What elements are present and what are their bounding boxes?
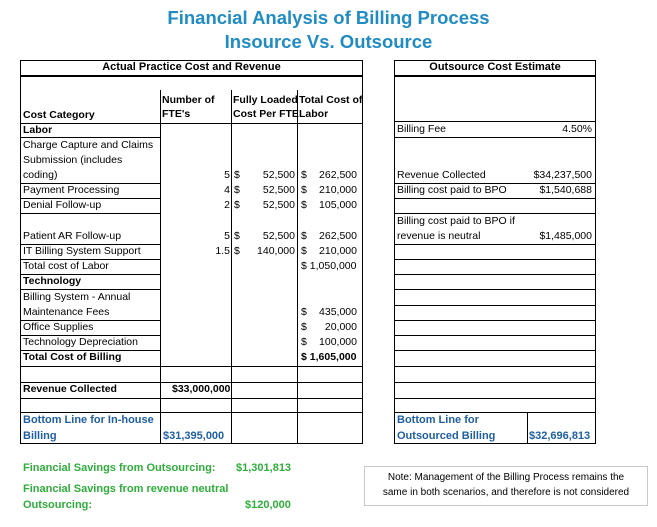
office-supplies-total: 20,000: [324, 321, 357, 333]
inhouse-bottom-line-label: Bottom Line for In-house: [23, 414, 154, 426]
outsource-revenue-label: Revenue Collected: [397, 169, 486, 181]
outsourced-bottom-line-value: $32,696,813: [529, 430, 591, 442]
labor-heading: Labor: [23, 124, 53, 136]
dollar-sign: $: [301, 245, 307, 257]
patient-ar-label: Patient AR Follow-up: [23, 230, 122, 242]
dollar-sign: $: [301, 321, 307, 333]
note-box: [364, 466, 648, 506]
outsource-revenue-value: $34,237,500: [533, 169, 592, 181]
denial-followup-ftes: 2: [224, 199, 230, 211]
col-total-header: Total Cost of: [299, 94, 363, 106]
inhouse-bottom-line-value: $31,395,000: [163, 430, 225, 442]
denial-followup-total: 105,000: [319, 199, 357, 211]
savings-neutral-label: Financial Savings from revenue neutral: [23, 483, 229, 495]
payment-processing-label: Payment Processing: [23, 184, 120, 196]
insource-header: Actual Practice Cost and Revenue: [102, 61, 281, 73]
revenue-collected-label: Revenue Collected: [23, 383, 117, 395]
savings-neutral-value: $120,000: [245, 499, 291, 511]
col-cost-category-header: Cost Category: [23, 109, 95, 121]
technology-heading: Technology: [23, 275, 82, 287]
note-line-1: Note: Management of the Billing Process remains the: [387, 472, 625, 483]
bpo-neutral-value: $1,485,000: [539, 230, 592, 242]
col-total-header-2: Labor: [299, 108, 329, 120]
total-labor-label: Total cost of Labor: [23, 260, 109, 272]
dollar-sign: $: [301, 230, 307, 242]
denial-followup-label: Denial Follow-up: [23, 199, 102, 211]
bpo-neutral-label: Billing cost paid to BPO if: [397, 215, 515, 227]
payment-processing-total: 210,000: [319, 184, 357, 196]
billing-fee-label: Billing Fee: [397, 123, 447, 135]
it-billing-label: IT Billing System Support: [23, 245, 141, 257]
col-loaded-header-2: Cost Per FTE: [233, 108, 299, 120]
tech-depreciation-total: 100,000: [319, 336, 357, 348]
denial-followup-cost: 52,500: [262, 199, 295, 211]
billing-system-total: 435,000: [319, 306, 357, 318]
outsource-header: Outsource Cost Estimate: [429, 61, 561, 73]
charge-capture-label-3: coding): [23, 169, 58, 181]
dollar-sign: $: [234, 169, 240, 181]
patient-ar-total: 262,500: [319, 230, 357, 242]
outsourced-bottom-line-label-2: Outsourced Billing: [397, 430, 496, 442]
outsourced-bottom-line-label: Bottom Line for: [397, 414, 479, 426]
bpo-cost-value: $1,540,688: [539, 184, 592, 196]
it-billing-ftes: 1.5: [215, 245, 230, 257]
patient-ar-cost: 52,500: [262, 230, 295, 242]
dollar-sign: $: [234, 184, 240, 196]
dollar-sign: $: [301, 169, 307, 181]
note-line-2: same in both scenarios, and therefore is not considered: [382, 487, 630, 498]
savings-outsourcing-label: Financial Savings from Outsourcing:: [23, 462, 216, 474]
billing-fee-value: 4.50%: [562, 123, 592, 135]
it-billing-cost: 140,000: [257, 245, 295, 257]
charge-capture-cost: 52,500: [262, 169, 295, 181]
payment-processing-cost: 52,500: [262, 184, 295, 196]
page-subtitle: Insource Vs. Outsource: [224, 31, 433, 52]
dollar-sign: $: [234, 245, 240, 257]
col-fte-header-2: FTE's: [162, 108, 191, 120]
savings-neutral-label-2: Outsourcing:: [23, 499, 93, 511]
tech-depreciation-label: Technology Depreciation: [23, 336, 138, 348]
billing-system-label: Billing System - Annual: [23, 291, 131, 303]
dollar-sign: $: [234, 230, 240, 242]
it-billing-total: 210,000: [319, 245, 357, 257]
dollar-sign: $: [301, 184, 307, 196]
dollar-sign: $: [234, 199, 240, 211]
total-billing-label: Total Cost of Billing: [23, 351, 122, 363]
savings-outsourcing-value: $1,301,813: [236, 462, 292, 474]
billing-system-label-2: Maintenance Fees: [23, 306, 110, 318]
bpo-cost-label: Billing cost paid to BPO: [397, 184, 507, 196]
office-supplies-label: Office Supplies: [23, 321, 94, 333]
payment-processing-ftes: 4: [224, 184, 230, 196]
dollar-sign: $: [301, 306, 307, 318]
charge-capture-ftes: 5: [224, 169, 230, 181]
page-title: Financial Analysis of Billing Process: [167, 7, 490, 28]
total-billing-value: $ 1,605,000: [301, 351, 357, 363]
charge-capture-label-2: Submission (includes: [23, 154, 123, 166]
dollar-sign: $: [301, 336, 307, 348]
col-loaded-header: Fully Loaded: [233, 94, 298, 106]
total-labor-value: $ 1,050,000: [301, 260, 357, 272]
revenue-collected-value: $33,000,000: [172, 383, 231, 395]
charge-capture-label: Charge Capture and Claims: [23, 139, 154, 151]
col-fte-header: Number of: [162, 94, 215, 106]
bpo-neutral-label-2: revenue is neutral: [397, 230, 481, 242]
dollar-sign: $: [301, 199, 307, 211]
inhouse-bottom-line-label-2: Billing: [23, 430, 57, 442]
patient-ar-ftes: 5: [224, 230, 230, 242]
charge-capture-total: 262,500: [319, 169, 357, 181]
